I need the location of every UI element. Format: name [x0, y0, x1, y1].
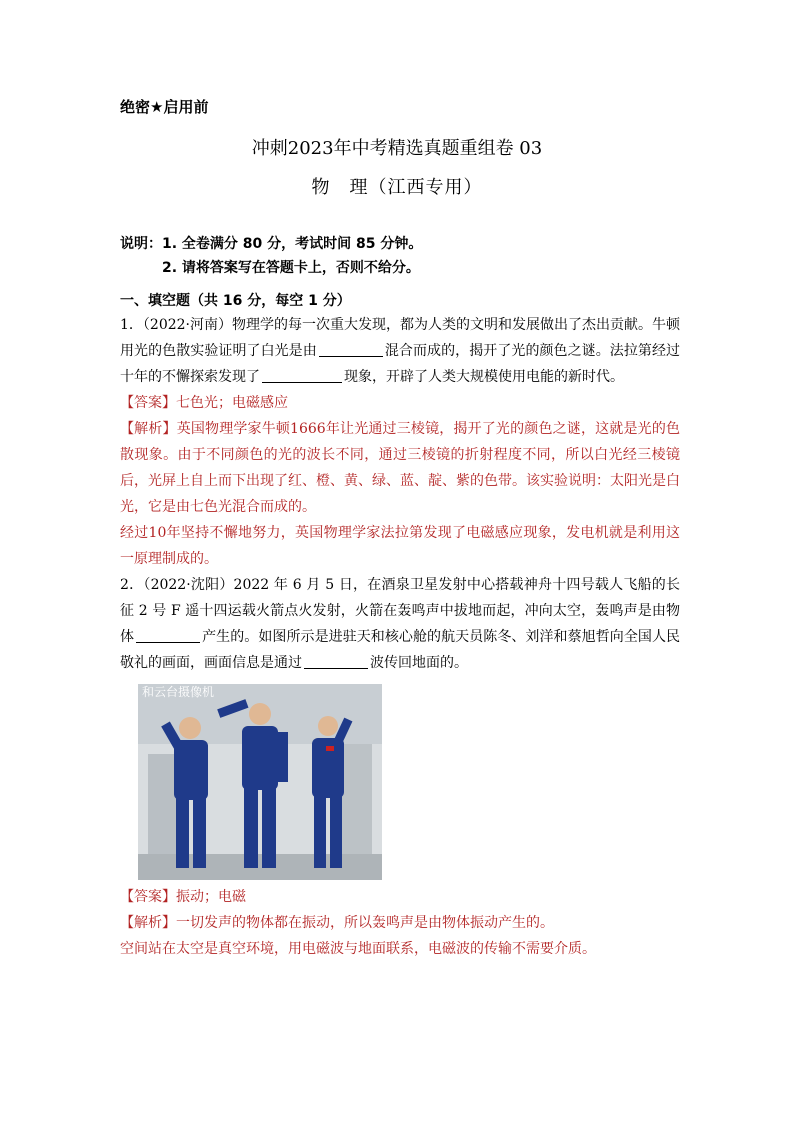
q1-analysis — [120, 416, 680, 520]
astronauts-photo — [138, 684, 382, 880]
q1-text-2: 混合而成的，揭开了光的颜色之谜。法拉第经过十年的不懈探索发现了 — [120, 343, 681, 385]
q2-answer-tag: 【答案】 — [120, 889, 176, 905]
section-title: 一、填空题（共 16 分，每空 1 分） — [120, 293, 351, 309]
q2-answer — [120, 884, 680, 910]
question-2 — [120, 572, 680, 676]
photo-caption: 和云台摄像机 — [142, 685, 215, 699]
q2-answer-text: 振动；电磁 — [176, 889, 246, 905]
q2-text-2: 产生的。如图所示是进驻天和核心舱的航天员陈冬、刘洋和蔡旭哲向全国人民敬礼的画面，画面信息是通过 — [120, 629, 681, 671]
q1-answer-tag: 【答案】 — [120, 395, 176, 411]
exam-subtitle: 物 理（江西专用） — [311, 177, 483, 198]
content — [120, 290, 680, 962]
q2-analysis-text-1: 一切发声的物体都在振动，所以轰鸣声是由物体振动产生的。 — [176, 915, 554, 931]
q1-analysis-tag: 【解析】 — [120, 421, 177, 437]
instructions — [120, 232, 422, 280]
q1-answer-text: 七色光；电磁感应 — [176, 395, 288, 411]
question-1 — [120, 312, 680, 390]
instruction-line-1: 说明：1. 全卷满分 80 分，考试时间 85 分钟。 — [120, 236, 423, 252]
q1-blank-2[interactable] — [262, 366, 342, 383]
q1-analysis-2: 经过10年坚持不懈地努力，英国物理学家法拉第发现了电磁感应现象，发电机就是利用这一原理制成的。 — [120, 525, 680, 567]
q1-answer — [120, 390, 680, 416]
q2-blank-2[interactable] — [304, 652, 368, 669]
q2-blank-1[interactable] — [136, 626, 200, 643]
q1-analysis-text-1: 英国物理学家牛顿1666年让光通过三棱镜，揭开了光的颜色之谜，这就是光的色散现象。由于不同颜色的光的波长不同，通过三棱镜的折射程度不同，所以白光经三棱镜后，光屏上自上而下出现了红、橙、黄、绿、蓝、靛、紫的色带。该实验说明：太阳光是白光，它是由七色光混合而成的。 — [120, 421, 680, 515]
q1-blank-1[interactable] — [319, 340, 383, 357]
q2-text-3: 波传回地面的。 — [370, 655, 468, 671]
q2-analysis — [120, 910, 680, 936]
exam-title: 冲刺2023年中考精选真题重组卷 03 — [251, 138, 543, 159]
q2-analysis-tag: 【解析】 — [120, 915, 176, 931]
q2-analysis-2: 空间站在太空是真空环境，用电磁波与地面联系，电磁波的传输不需要介质。 — [120, 941, 596, 957]
instruction-line-2: 2. 请将答案写在答题卡上，否则不给分。 — [162, 260, 420, 276]
q1-text-1: 1．（2022·河南）物理学的每一次重大发现，都为人类的文明和发展做出了杰出贡献。牛顿用光的色散实验证明了白光是由 — [120, 317, 680, 359]
q2-text-1: 2．（2022·沈阳）2022 年 6 月 5 日，在酒泉卫星发射中心搭载神舟十四号载人飞船的长征 2 号 F 遥十四运载火箭点火发射，火箭在轰鸣声中拔地而起，冲向太空，轰鸣声是由物体 — [120, 577, 680, 645]
q1-text-3: 现象，开辟了人类大规模使用电能的新时代。 — [344, 369, 624, 385]
secret-label: 绝密★启用前 — [120, 98, 209, 116]
